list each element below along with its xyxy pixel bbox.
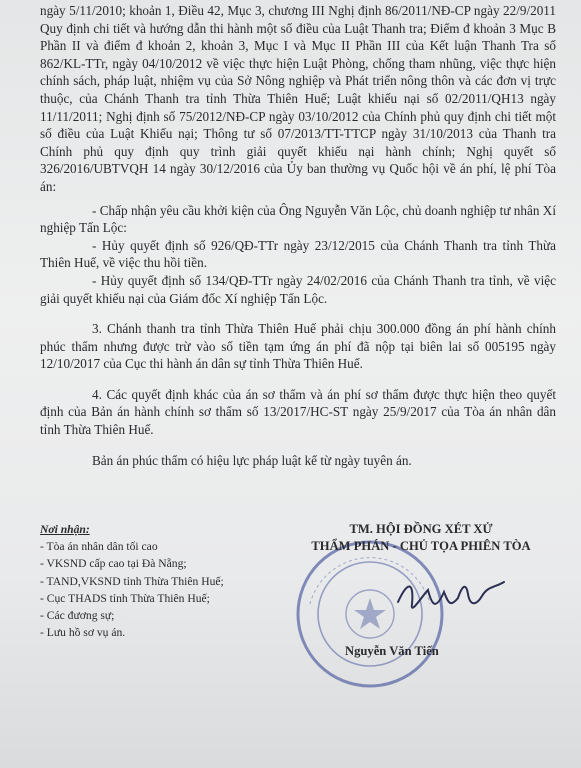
paragraph-cancel-decision-926: - Hủy quyết định số 926/QĐ-TTr ngày 23/12/2015 của Chánh Thanh tra tỉnh Thừa Thiên Huế, về việc thu hồi tiền. (40, 237, 556, 271)
judge-title: THẨM PHÁN - CHỦ TỌA PHIÊN TÒA (311, 539, 531, 553)
signature-block (286, 521, 556, 555)
paragraph-legal-basis (40, 2, 556, 196)
recipients-block (40, 521, 300, 641)
legal-basis-rest: ngày 22/9/2011 Quy định chi tiết và hướng dẫn thi hành một số điều của Luật Thanh tra; Điểm đ khoản 3 Mục B Phần II và điểm đ khoản 2, khoản 3, Mục I và Mục II Phần III của Kết luận Thanh Tra số 862/KL-TTr, ngày 04/10/2012 về việc thực hiện Luật Phòng, chống tham nhũng, việc thực hiện chính sách, pháp luật, nhiệm vụ của Sở Nông nghiệp và Phát triển nông thôn và các đơn vị trực thuộc, của Chánh Thanh tra tỉnh Thừa Thiên Huế; Luật khiếu nại số 02/2011/QH13 ngày 11/11/2011; Nghị định số 75/2012/NĐ-CP ngày 03/10/2012 của Chính phủ quy định chi tiết một số điều của Luật Khiếu nại; Thông tư số 07/2013/TT-TTCP ngày 31/10/2013 của Thanh tra Chính phủ quy định quy trình giải quyết khiếu nại hành chính; Nghị quyết số 326/2016/UBTVQH 14 ngày 30/12/2016 của Ủy ban thường vụ Quốc hội về án phí, lệ phí Tòa án: (40, 3, 557, 194)
recipient-item: - Cục THADS tỉnh Thừa Thiên Huế; (40, 591, 210, 605)
judgment-body (40, 2, 556, 469)
council-title: TM. HỘI ĐỒNG XÉT XỬ (349, 522, 493, 536)
recipient-item: - TAND,VKSND tỉnh Thừa Thiên Huế; (40, 574, 224, 588)
signer-name: Nguyễn Văn Tiến (345, 644, 439, 658)
paragraph-accept-claim: - Chấp nhận yêu cầu khởi kiện của Ông Nguyễn Văn Lộc, chủ doanh nghiệp tư nhân Xí nghiệp Tấn Lộc: (40, 202, 556, 236)
paragraph-cancel-decision-134: - Hủy quyết định số 134/QĐ-TTr ngày 24/02/2016 của Chánh Thanh tra tỉnh, về việc giải quyết khiếu nại của Giám đốc Xí nghiệp Tấn Lộc. (40, 272, 556, 306)
paragraph-court-fee: 3. Chánh thanh tra tỉnh Thừa Thiên Huế phải chịu 300.000 đồng án phí hành chính phúc thẩm nhưng được trừ vào số tiền tạm ứng án phí đã nộp tại biên lai số 005195 ngày 12/10/2017 của Cục thi hành án dân sự tỉnh Thừa Thiên Huế. (40, 321, 556, 372)
handwritten-signature (392, 572, 512, 622)
recipient-item: - VKSND cấp cao tại Đà Nẵng; (40, 557, 187, 571)
paragraph-other-decisions: 4. Các quyết định khác của án sơ thẩm và án phí sơ thẩm được thực hiện theo quyết định của Bản án hành chính sơ thẩm số 13/2017/HC-ST ngày 25/9/2017 của Tòa án nhân dân tỉnh Thừa Thiên Huế. (40, 386, 556, 438)
recipients-heading: Nơi nhận: (40, 523, 90, 536)
legal-basis-first-line: ngày 5/11/2010; khoản 1, Điều 42, Mục 3, chương III Nghị định 86/2011/NĐ-CP (40, 3, 471, 18)
recipient-item: - Các đương sự; (40, 609, 115, 623)
recipient-item: - Tòa án nhân dân tối cao (40, 540, 158, 554)
paragraph-effective: Bản án phúc thẩm có hiệu lực pháp luật kể từ ngày tuyên án. (92, 452, 412, 468)
recipient-item: - Lưu hồ sơ vụ án. (40, 626, 126, 640)
